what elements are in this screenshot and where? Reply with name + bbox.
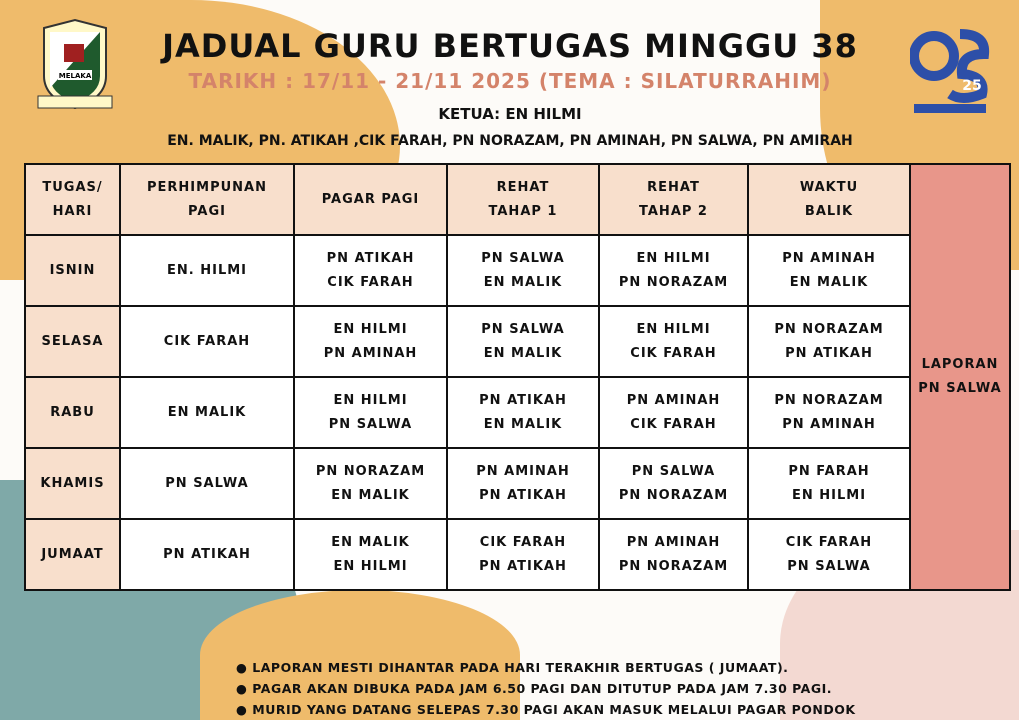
duty-cell <box>599 519 748 590</box>
cell-line: PN NORAZAM <box>774 392 884 408</box>
day-cell: ISNIN <box>25 235 120 306</box>
cell-line: EN MALIK <box>789 274 869 290</box>
cell-line: EN MALIK <box>483 345 563 361</box>
column-header <box>120 164 294 235</box>
duty-cell <box>447 235 599 306</box>
duty-cell <box>748 235 910 306</box>
duty-cell <box>447 377 599 448</box>
cell-line: WAKTU <box>799 179 859 195</box>
day-cell: JUMAAT <box>25 519 120 590</box>
day-cell: RABU <box>25 377 120 448</box>
cell-line: EN HILMI <box>791 487 867 503</box>
header-row <box>25 164 1010 235</box>
cell-line: PN SALWA <box>481 321 565 337</box>
duty-cell <box>294 519 447 590</box>
duty-cell <box>748 377 910 448</box>
day-cell: KHAMIS <box>25 448 120 519</box>
cell-line: EN MALIK <box>331 534 410 550</box>
duty-cell <box>294 448 447 519</box>
cell-line: EN HILMI <box>333 321 408 337</box>
cell-line: PN AMINAH <box>626 534 721 550</box>
cell-line: PAGAR PAGI <box>321 191 420 207</box>
table-row <box>25 377 1010 448</box>
duty-cell <box>748 448 910 519</box>
duty-cell <box>294 377 447 448</box>
cell-line: EN MALIK <box>483 274 563 290</box>
column-header <box>294 164 447 235</box>
duty-cell <box>599 235 748 306</box>
cell-line: PN ATIKAH <box>163 546 251 562</box>
day-cell: SELASA <box>25 306 120 377</box>
table-row <box>25 235 1010 306</box>
cell-line: CIK FARAH <box>630 416 717 432</box>
cell-line: EN HILMI <box>333 392 408 408</box>
cell-line: PN SALWA <box>328 416 413 432</box>
cell-line: PN SALWA <box>918 381 1002 396</box>
note-item: ● LAPORAN MESTI DIHANTAR PADA HARI TERAKHIR BERTUGAS ( JUMAAT). <box>236 660 789 675</box>
page-title: JADUAL GURU BERTUGAS MINGGU 38 <box>162 27 858 65</box>
duty-cell <box>599 377 748 448</box>
cell-line: TUGAS/ <box>42 179 103 195</box>
duty-table <box>24 163 1011 591</box>
cell-line: PN AMINAH <box>626 392 721 408</box>
cell-line: CIK FARAH <box>785 534 873 550</box>
cell-line: PN SALWA <box>165 475 249 491</box>
cell-line: PN SALWA <box>787 558 871 574</box>
cell-line: REHAT <box>496 179 550 195</box>
cell-line: PN NORAZAM <box>618 487 729 503</box>
cell-line: EN MALIK <box>483 416 563 432</box>
duty-cell <box>294 235 447 306</box>
duty-cell <box>447 306 599 377</box>
cell-line: PN SALWA <box>481 250 565 266</box>
ketua-line: KETUA: EN HILMI <box>438 105 582 123</box>
duty-cell <box>120 377 294 448</box>
ts25-number: 25 <box>962 78 982 94</box>
note-item: ● MURID YANG DATANG SELEPAS 7.30 PAGI AKAN MASUK MELALUI PAGAR PONDOK <box>236 702 856 717</box>
duty-cell <box>120 519 294 590</box>
cell-line: EN. HILMI <box>167 262 247 278</box>
note-item: ● PAGAR AKAN DIBUKA PADA JAM 6.50 PAGI DAN DITUTUP PADA JAM 7.30 PAGI. <box>236 681 832 696</box>
cell-line: PN NORAZAM <box>774 321 884 337</box>
note-text: LAPORAN MESTI DIHANTAR PADA HARI TERAKHIR BERTUGAS ( JUMAAT). <box>252 660 789 675</box>
cell-line: CIK FARAH <box>327 274 414 290</box>
column-header <box>748 164 910 235</box>
cell-line: CIK FARAH <box>630 345 717 361</box>
cell-line: PN AMINAH <box>323 345 418 361</box>
cell-line: REHAT <box>647 179 700 195</box>
date-theme-line: TARIKH : 17/11 - 21/11 2025 (TEMA : SILATURRAHIM) <box>188 69 832 93</box>
cell-line: PN ATIKAH <box>479 487 567 503</box>
cell-line: PN NORAZAM <box>315 463 426 479</box>
cell-line: PERHIMPUNAN <box>147 179 267 195</box>
cell-line: PN ATIKAH <box>326 250 415 266</box>
cell-line: LAPORAN <box>921 357 999 372</box>
cell-line: PN AMINAH <box>782 250 876 266</box>
duty-cell <box>120 235 294 306</box>
column-header <box>599 164 748 235</box>
duty-cell <box>120 448 294 519</box>
cell-line: PN ATIKAH <box>479 392 567 408</box>
cell-line: CIK FARAH <box>163 333 251 349</box>
cell-line: BALIK <box>804 203 854 219</box>
cell-line: PN AMINAH <box>476 463 570 479</box>
duty-cell <box>120 306 294 377</box>
table-row <box>25 519 1010 590</box>
cell-line: PN NORAZAM <box>618 274 729 290</box>
duty-cell <box>599 306 748 377</box>
table-row <box>25 306 1010 377</box>
note-text: MURID YANG DATANG SELEPAS 7.30 PAGI AKAN MASUK MELALUI PAGAR PONDOK <box>252 702 856 717</box>
ts25-logo <box>910 24 990 116</box>
cell-line: PN ATIKAH <box>479 558 567 574</box>
duty-cell <box>748 519 910 590</box>
cell-line: EN MALIK <box>331 487 410 503</box>
duty-cell <box>447 519 599 590</box>
cell-line: EN HILMI <box>636 321 711 337</box>
duty-cell <box>599 448 748 519</box>
crest-state-text: MELAKA <box>58 72 92 80</box>
notes-list <box>236 657 856 720</box>
cell-line: PN SALWA <box>631 463 716 479</box>
table-row <box>25 448 1010 519</box>
cell-line: PN AMINAH <box>782 416 876 432</box>
cell-line: EN HILMI <box>333 558 408 574</box>
cell-line: PN ATIKAH <box>785 345 873 361</box>
cell-line: PAGI <box>188 203 226 219</box>
cell-line: PN FARAH <box>788 463 870 479</box>
report-cell <box>910 164 1010 590</box>
school-crest-logo <box>36 18 114 112</box>
column-header <box>447 164 599 235</box>
members-line: EN. MALIK, PN. ATIKAH ,CIK FARAH, PN NORAZAM, PN AMINAH, PN SALWA, PN AMIRAH <box>167 133 853 149</box>
duty-cell <box>294 306 447 377</box>
cell-line: PN NORAZAM <box>618 558 729 574</box>
duty-cell <box>447 448 599 519</box>
duty-cell <box>748 306 910 377</box>
cell-line: EN HILMI <box>636 250 711 266</box>
cell-line: TAHAP 2 <box>639 203 708 219</box>
cell-line: EN MALIK <box>167 404 247 420</box>
cell-line: CIK FARAH <box>479 534 567 550</box>
cell-line: TAHAP 1 <box>488 203 558 219</box>
note-text: PAGAR AKAN DIBUKA PADA JAM 6.50 PAGI DAN DITUTUP PADA JAM 7.30 PAGI. <box>252 681 832 696</box>
column-header <box>25 164 120 235</box>
cell-line: HARI <box>52 203 93 219</box>
